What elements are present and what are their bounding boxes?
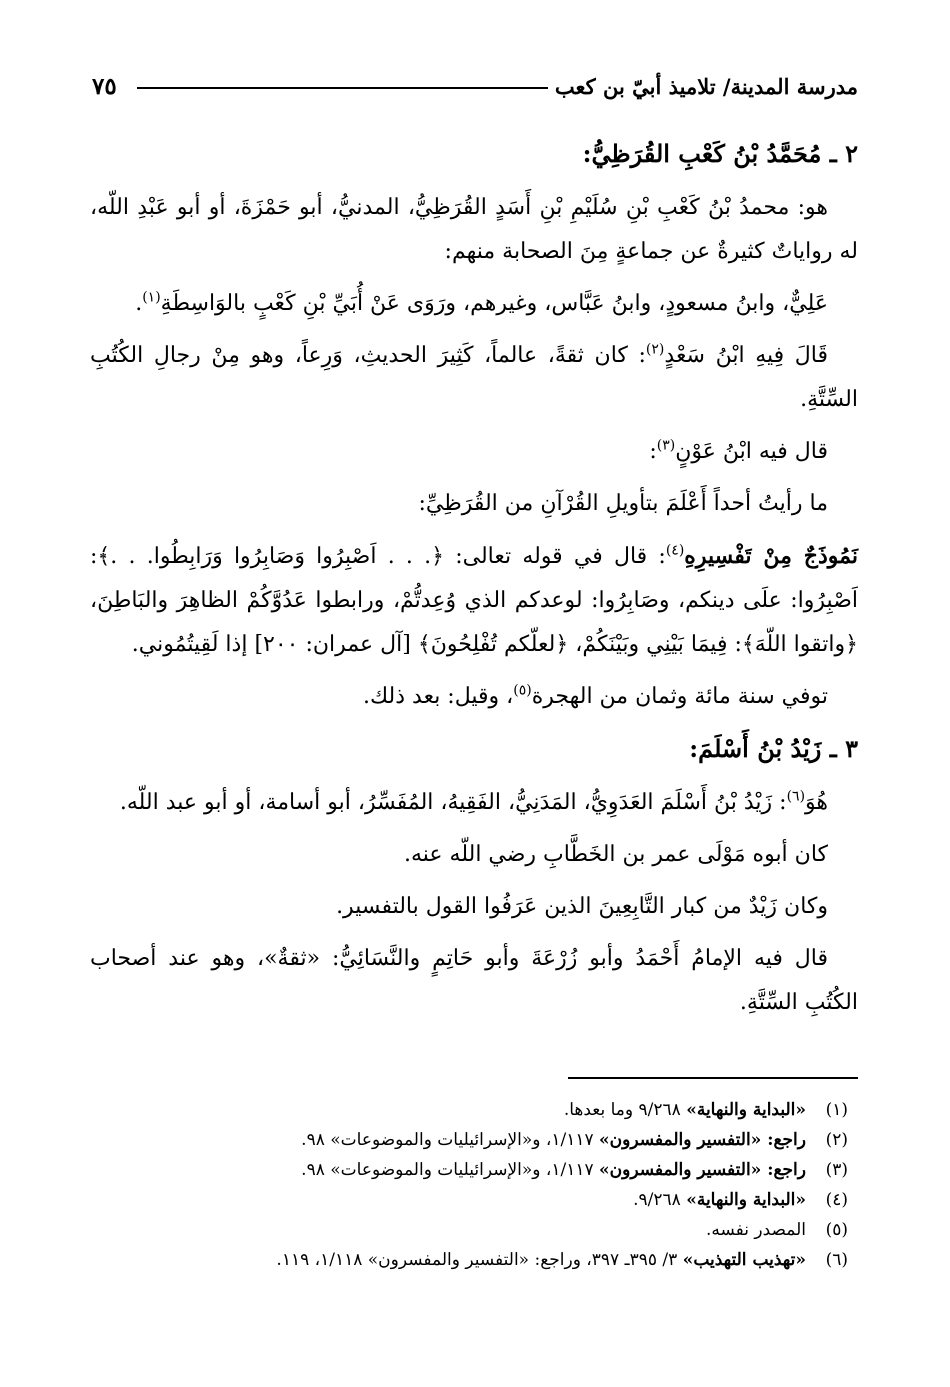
- footnote-ref[interactable]: (٥): [513, 682, 532, 699]
- footnote: [160, 1245, 848, 1275]
- footnote: [160, 1095, 848, 1125]
- footnote-separator: [568, 1077, 858, 1079]
- paragraph: ما رأيتُ أحداً أَعْلَمَ بتأويلِ القُرْآنِ من القُرَظِيِّ:: [418, 491, 828, 516]
- section-heading-3: ٣ ـ زَيْدُ بْنُ أَسْلَمَ:: [689, 734, 858, 763]
- paragraph-text: عَلِيٌّ، وابنُ مسعودٍ، وابنُ عَبَّاس، وغيرهم، ورَوَى عَنْ أُبَيِّ بْنِ كَعْبٍ بالوَاسِطَةِ: [160, 291, 828, 316]
- footnote-ref[interactable]: (٦): [786, 788, 806, 805]
- page-header: [92, 70, 858, 110]
- footnote-number: (٥): [825, 1220, 848, 1240]
- paragraph: وكان زَيْدٌ من كبار التَّابِعِينَ الذين عَرَفُوا القول بالتفسير.: [336, 894, 828, 919]
- footnote: [160, 1215, 848, 1245]
- sample-label: نَمُوذَجٌ مِنْ تَفْسِيرِهِ: [684, 543, 858, 569]
- section-heading-2: ٢ ـ مُحَمَّدُ بْنُ كَعْبِ القُرَظِيُّ:: [582, 139, 858, 168]
- footnote-source: «البداية والنهاية»: [686, 1190, 806, 1210]
- footnote-ref[interactable]: (٢): [645, 341, 665, 358]
- paragraph: [90, 282, 858, 326]
- footnote-number: (٢): [825, 1130, 848, 1150]
- paragraph: كان أبوه مَوْلَى عمر بن الخَطَّابِ رضي اللّه عنه.: [403, 842, 828, 867]
- footnote: [160, 1185, 848, 1215]
- footnote-ref[interactable]: (٤): [665, 542, 685, 559]
- paragraph-text: قَالَ فِيهِ ابْنُ سَعْدٍ: [664, 343, 829, 368]
- paragraph: [90, 334, 858, 422]
- footnote-source: راجع: «التفسير والمفسرون»: [599, 1160, 806, 1180]
- running-title: مدرسة المدينة/ تلاميذ أبيّ بن كعب: [554, 74, 858, 99]
- footnote-source: «البداية والنهاية»: [686, 1100, 806, 1120]
- footnote-source: راجع: «التفسير والمفسرون»: [599, 1130, 806, 1150]
- paragraph: [90, 781, 858, 825]
- footnote-text: ١/١١٧، و«الإسرائيليات والموضوعات» ٩٨.: [301, 1160, 600, 1180]
- paragraph: [90, 675, 858, 719]
- paragraph: [90, 430, 858, 474]
- paragraph: هو: محمدُ بْنُ كَعْبِ بْنِ سُلَيْمِ بْنِ أَسَدٍ القُرَظِيُّ، المدنيُّ، أبو حَمْزَةَ، أو أبو عَبْدِ اللّه، له رواياتٌ كثيرةٌ عن جماعةٍ مِنَ الصحابة منهم:: [90, 195, 858, 264]
- paragraph-text: هُوَ: [805, 790, 828, 815]
- header-rule: [137, 87, 548, 89]
- main-text: [90, 132, 858, 1033]
- paragraph-text: : قال في قوله تعالى: ﴿. . . اَصْبِرُوا وَصَابِرُوا وَرَابِطُوا. . .﴾: اَصْبِرُوا: علَى دينكم، وصَابِرُوا: لوعدكم الذي وُعِدتُّمْ، ورابطوا عَدُوَّكُمْ الظاهِرَ والبَاطِنَ، ﴿واتقوا اللّهَ﴾: فِيمَا بَيْنِي وبَيْنَكُمْ، ﴿لعلّكم تُفْلِحُونَ﴾ [آل عمران: ٢٠٠] إذا لَقِيتُمُوني.: [90, 544, 858, 657]
- footnote-text: ٩/٢٦٨.: [633, 1190, 687, 1210]
- footnote-number: (١): [825, 1100, 848, 1120]
- footnote-number: (٦): [825, 1250, 848, 1270]
- footnote: [160, 1155, 848, 1185]
- footnote-number: (٤): [825, 1190, 848, 1210]
- page-number: ٧٥: [92, 73, 117, 100]
- paragraph-text: : كان ثقةً، عالماً، كَثِيرَ الحديثِ، وَرِعاً، وهو مِنْ رجالِ الكُتُبِ السِّتَّةِ.: [90, 343, 858, 412]
- footnote-text: ٩/٢٦٨ وما بعدها.: [563, 1100, 687, 1120]
- paragraph-text: توفي سنة مائة وثمان من الهجرة: [531, 684, 828, 709]
- footnote-text: ٣/ ٣٩٥ـ ٣٩٧، وراجع: «التفسير والمفسرون» ١/١١٨، ١١٩.: [276, 1250, 683, 1270]
- paragraph-text: قال فيه ابْنُ عَوْنٍ: [675, 439, 828, 464]
- paragraph: [90, 534, 858, 667]
- footnote-text: ١/١١٧، و«الإسرائيليات والموضوعات» ٩٨.: [301, 1130, 600, 1150]
- paragraph-text: ، وقيل: بعد ذلك.: [363, 684, 514, 709]
- footnote-source: «تهذيب التهذيب»: [682, 1250, 806, 1270]
- paragraph-text: :: [649, 439, 657, 464]
- footnote-text: المصدر نفسه.: [705, 1220, 806, 1240]
- paragraph: قال فيه الإمامُ أَحْمَدُ وأبو زُرْعَةَ وأبو حَاتِمٍ والنَّسَائِيُّ: «ثقةٌ»، وهو عند أصحاب الكُتُبِ السِّتَّةِ.: [90, 946, 858, 1015]
- footnote-ref[interactable]: (٣): [656, 437, 676, 454]
- footnote: [160, 1125, 848, 1155]
- footnote-ref[interactable]: (١): [142, 289, 161, 306]
- paragraph-text: .: [135, 291, 143, 316]
- footnote-number: (٣): [825, 1160, 848, 1180]
- footnotes: [160, 1095, 848, 1275]
- paragraph-text: : زَيْدُ بْنُ أَسْلَمَ العَدَوِيُّ، المَدَنِيُّ، الفَقِيهُ، المُفَسِّرُ، أبو أسامة، أو أبو عبد اللّه.: [119, 790, 787, 815]
